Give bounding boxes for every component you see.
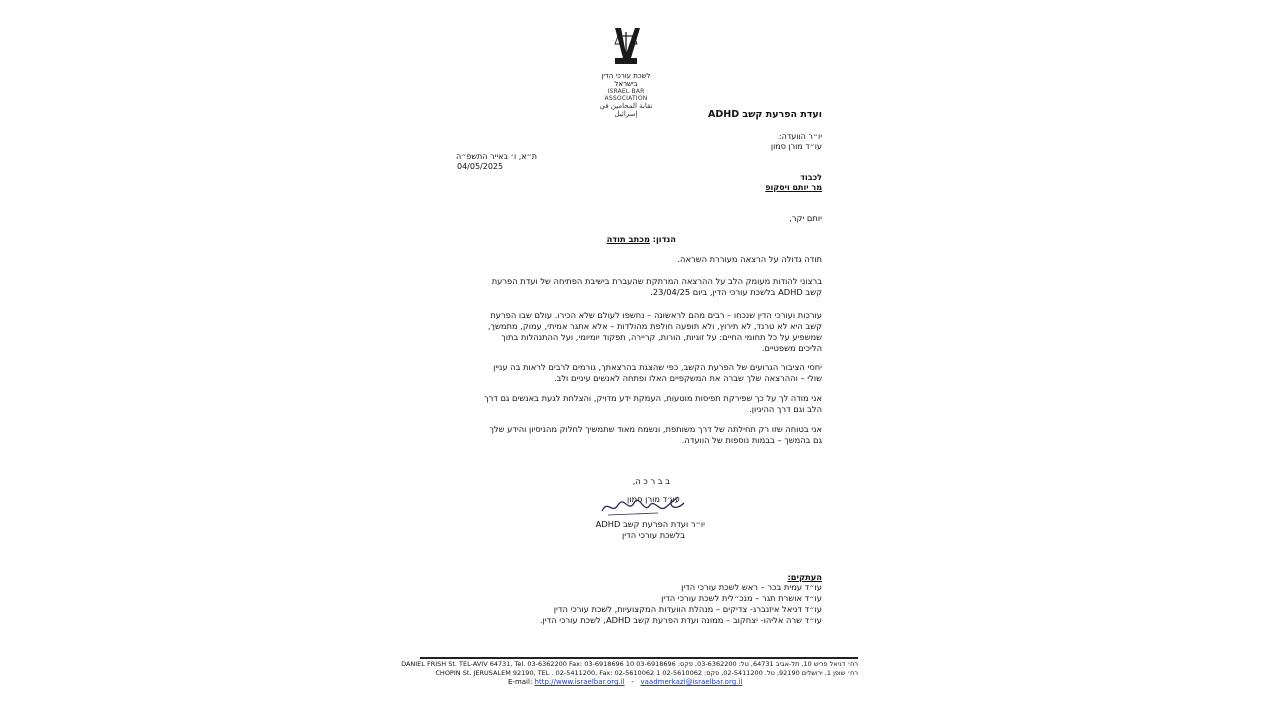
paragraph-1: תודה גדולה על הרצאה מעוררת השראה. bbox=[677, 254, 822, 264]
signature-title-line-1: יו״ר ועדת הפרעת קשב ADHD bbox=[595, 519, 705, 529]
closing: ב ב ר כ ה, bbox=[632, 476, 670, 486]
copy-recipient: עו״ד דניאל איזנברג- צדיקים – מנהלת הוועדות המקצועיות, לשכת עורכי הדין bbox=[553, 604, 822, 614]
committee-title: ועדת הפרעת קשב ADHD bbox=[708, 109, 822, 120]
copies-label: העתקים: bbox=[787, 572, 822, 582]
website-link[interactable]: http://www.israelbar.org.il bbox=[534, 678, 625, 686]
subject-text: מכתב תודה bbox=[606, 234, 650, 244]
logo-name-hebrew: לשכת עורכי הדין בישראל bbox=[601, 72, 651, 88]
signature-name: עו״ד מורן סמון bbox=[627, 494, 680, 504]
chair-label: יו״ר הוועדה: bbox=[778, 132, 822, 141]
paragraph-5 bbox=[452, 393, 822, 415]
paragraph-4-line-2: שולי – וההרצאה שלך שברה את המשקפיים האלו ופתחה לאנשים עיניים ולב. bbox=[553, 373, 822, 383]
paragraph-5-line-2: הלב וגם דרך ההיגיון. bbox=[749, 404, 822, 414]
email-link[interactable]: vaadmerkazi@israelbar.org.il bbox=[640, 678, 743, 686]
chair-name: עו״ד מורן סמון bbox=[770, 142, 822, 151]
subject-label: הנדון: bbox=[652, 234, 676, 244]
paragraph-3-line-4: הליכים משפטיים. bbox=[761, 343, 822, 353]
paragraph-3 bbox=[452, 310, 822, 354]
date-numeric: 04/05/2025 bbox=[457, 162, 504, 171]
copy-recipient: עו״ד אושרת תגר – מנכ״לית לשכת עורכי הדין bbox=[661, 593, 822, 603]
greeting: יותם יקר, bbox=[789, 213, 822, 223]
logo-name-arabic: نقابة المحامين في إسرائيل bbox=[599, 102, 653, 118]
paragraph-4-line-1: יחסי הציבור הגרועים של הפרעת הקשב, כפי שהצגת בהרצאתך, גורמים לרבים לראות בה עניין bbox=[493, 362, 822, 372]
paragraph-6-line-2: גם בהמשך – בבמות נוספות של הוועדה. bbox=[681, 435, 822, 445]
copy-recipient: עו״ד שרה אליהו- יצחקוב – ממונה ועדת הפרעת קשב ADHD, לשכת עורכי הדין. bbox=[539, 615, 822, 625]
recipient-label: לכבוד bbox=[800, 173, 822, 182]
paragraph-3-line-1: עורכות ועורכי הדין שנכחו – רבים מהם לראשונה – נחשפו לעולם שלא הכירו. עולם שבו הפרעת bbox=[490, 310, 822, 320]
footer-divider bbox=[420, 657, 858, 659]
scales-emblem-icon bbox=[609, 24, 643, 70]
israel-bar-logo bbox=[594, 24, 658, 118]
signature-title-line-2: בלשכת עורכי הדין bbox=[622, 530, 685, 540]
email-label: E-mail: bbox=[508, 678, 533, 686]
copies-list bbox=[452, 582, 822, 626]
subject-line bbox=[560, 234, 676, 245]
paragraph-2-line-2: קשב ADHD בלשכת עורכי הדין, ביום 23/04/25. bbox=[650, 287, 822, 297]
date-hebrew: ת״א, ו׳ באייר התשפ״ה bbox=[456, 152, 538, 161]
paragraph-6 bbox=[452, 424, 822, 446]
recipient-name: מר יותם ויסקופ bbox=[765, 183, 822, 192]
handwritten-signature-icon bbox=[598, 493, 688, 519]
paragraph-2 bbox=[452, 276, 822, 298]
paragraph-5-line-1: אני מודה לך על כך שפירקת תפיסות מוטעות, העמקת ידע מדויק, והצלחת לגעת באנשים גם דרך bbox=[484, 393, 822, 403]
footer-contact bbox=[508, 678, 742, 687]
copy-recipient: עו״ד עמית בכר – ראש לשכת עורכי הדין bbox=[681, 582, 822, 592]
paragraph-3-line-2: קשב היא לא טרנד, לא תירוץ, ולא תופעה חולפת מהולדות – אלא אתגר אמיתי, עמוק, מתמשך, bbox=[487, 321, 822, 331]
paragraph-3-line-3: שמשפיע על כל תחומי החיים: על זוגיות, הורות, קריירה, תפקוד יומיומי, ועל ההתנהלות בתוך bbox=[501, 332, 822, 342]
footer-address-jerusalem: רח׳ שופן 1, ירושלים 92190, טל. 02-5411200, פקס: 02-5610062 1 CHOPIN St. JERUSALEM 92190, TEL . 02-5411200, Fax: 02-5610062 bbox=[435, 669, 858, 677]
paragraph-2-line-1: ברצוני להודות מעומק הלב על ההרצאה המרתקת שהעברת בישיבת הפתיחה של ועדת הפרעת bbox=[491, 276, 822, 286]
logo-name-english: ISRAEL BAR ASSOCIATION bbox=[604, 88, 648, 102]
paragraph-6-line-1: אני בטוחה שזו רק תחילתה של דרך משותפת, ונשמח מאוד שתמשיך לחלוק מהניסיון והידע שלך bbox=[489, 424, 822, 434]
footer-address-tel-aviv: רח׳ דניאל פריש 10, תל-אביב 64731, טל: 03-6362200, פקס: 03-6918696 10 DANIEL FRISH St. TEL-AVIV 64731, Tel. 03-6362200 Fax: 03-6918696 bbox=[401, 660, 858, 668]
footer-separator: - bbox=[631, 678, 634, 686]
paragraph-4 bbox=[452, 362, 822, 384]
